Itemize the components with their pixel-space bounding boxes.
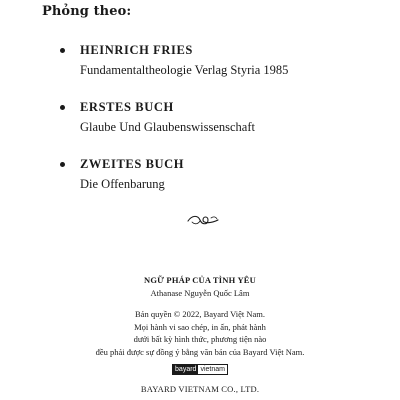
logo-bayard-text: bayard (175, 366, 197, 373)
publisher-name: BAYARD VIETNAM CO., LTD. (140, 384, 260, 394)
copyright-notice (0, 308, 400, 358)
entry-title: ERSTES BUCH (80, 100, 174, 114)
book-title: NGỮ PHÁP CỦA TÌNH YÊU (143, 275, 257, 285)
source-entry (68, 156, 388, 193)
entry-subtitle: Die Offenbarung (80, 177, 165, 191)
author-name: Athanase Nguyễn Quốc Lâm (150, 288, 250, 298)
copyright-line: Mọi hành vi sao chép, in ấn, phát hành (134, 321, 266, 332)
source-list (68, 42, 388, 213)
source-entry (68, 99, 388, 136)
publisher-logo (172, 364, 228, 375)
entry-title: ZWEITES BUCH (80, 157, 185, 171)
bullet-icon (60, 48, 65, 53)
bullet-icon (60, 105, 65, 110)
copyright-line: Bản quyền © 2022, Bayard Việt Nam. (135, 309, 265, 319)
flourish-ornament-icon (186, 212, 220, 228)
entry-subtitle: Glaube Und Glaubenswissenschaft (80, 120, 255, 134)
page-heading: Phỏng theo: (42, 4, 132, 19)
copyright-line: đều phải được sự đồng ý bằng văn bản của Bayard Việt Nam. (95, 346, 305, 357)
source-entry (68, 42, 388, 79)
colophon (0, 274, 400, 395)
entry-title: HEINRICH FRIES (80, 43, 193, 57)
entry-subtitle: Fundamentaltheologie Verlag Styria 1985 (80, 63, 289, 77)
copyright-line: dưới bất kỳ hình thức, phương tiện nào (133, 334, 267, 344)
logo-vietnam-text: vietnam (200, 366, 225, 373)
bullet-icon (60, 162, 65, 167)
